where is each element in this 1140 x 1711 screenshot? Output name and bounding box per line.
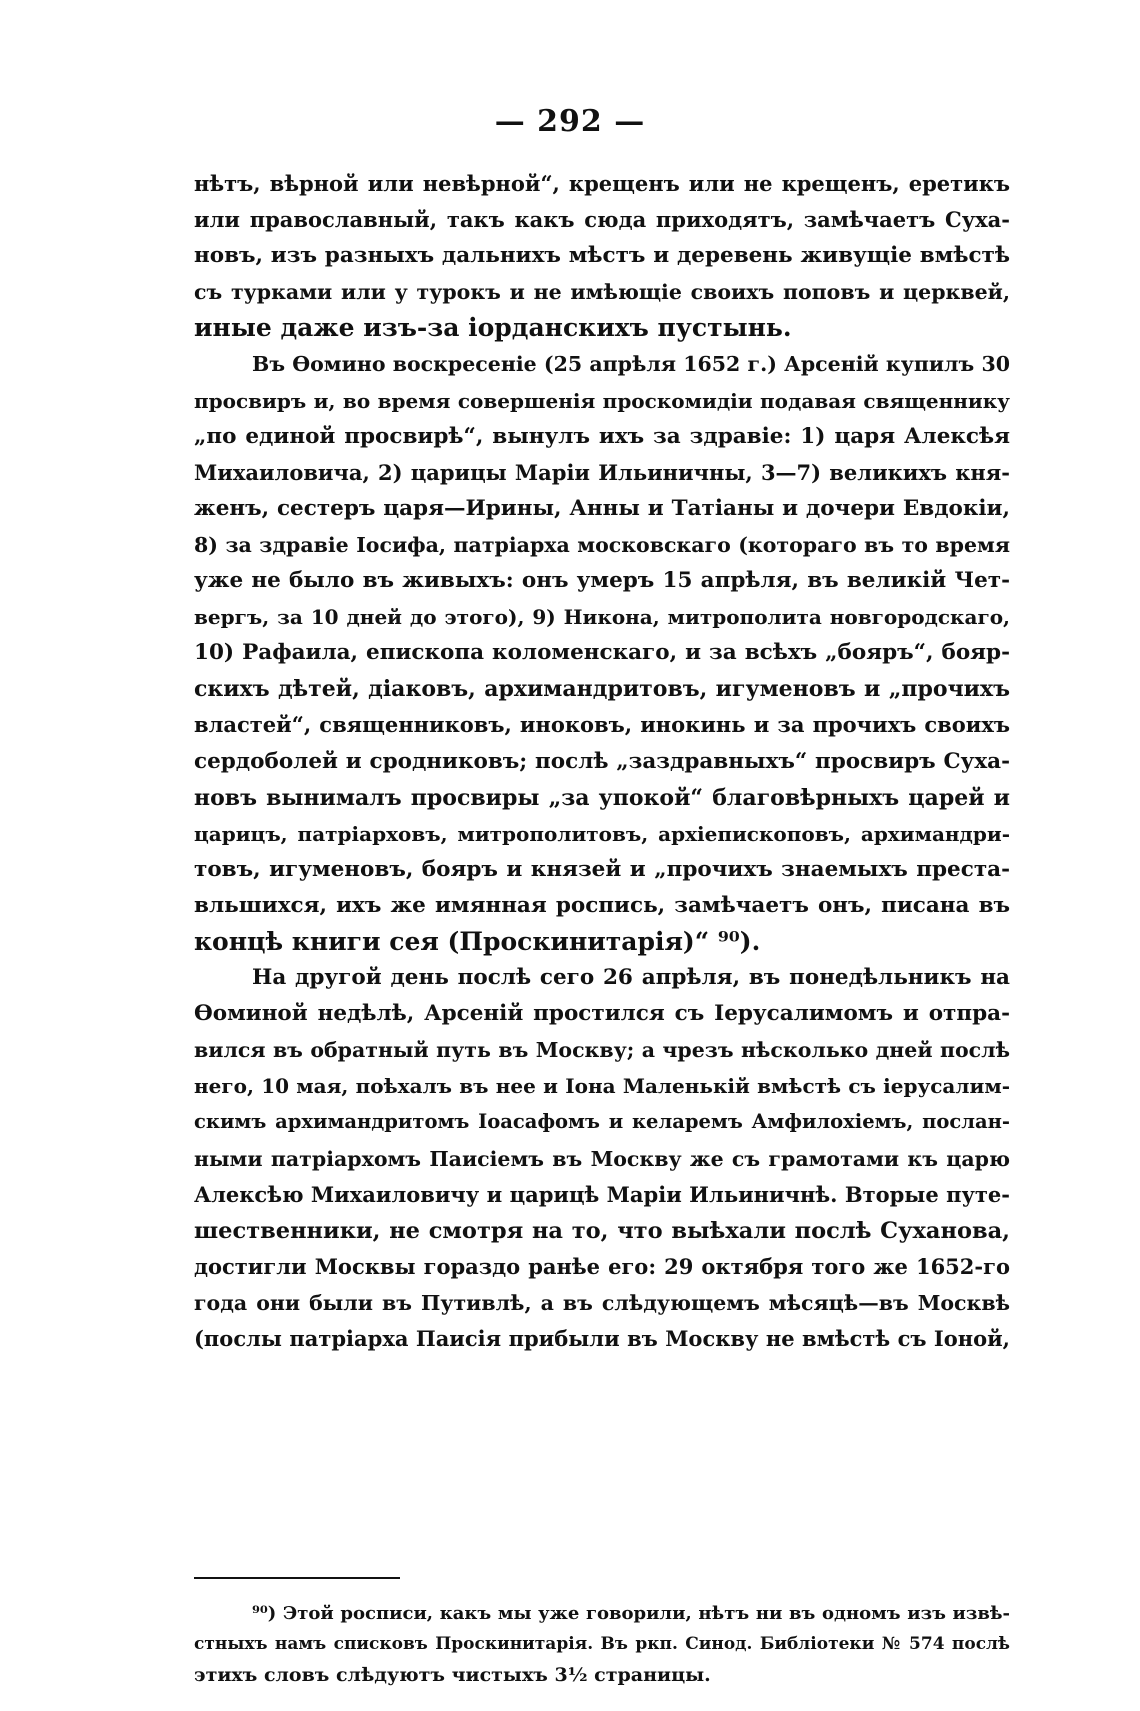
footnote-line: ⁹⁰) Этой росписи, какъ мы уже говорили, нѣтъ ни въ одномъ изъ извѣ- xyxy=(252,1603,1010,1624)
text-line: вился въ обратный путь въ Москву; а чрезъ нѣсколько дней послѣ xyxy=(194,1038,1010,1063)
page-number: — 292 — xyxy=(494,104,646,139)
text-line: уже не было въ живыхъ: онъ умеръ 15 апрѣля, въ великій Чет- xyxy=(194,568,1010,594)
text-line: вергъ, за 10 дней до этого), 9) Никона, митрополита новгородскаго, xyxy=(194,605,1010,630)
text-line: иные даже изъ-за іорданскихъ пустынь. xyxy=(194,313,792,343)
text-line: товъ, игуменовъ, бояръ и князей и „прочихъ знаемыхъ преста- xyxy=(194,856,1010,882)
footnote-line: этихъ словъ слѣдуютъ чистыхъ 3½ страницы. xyxy=(194,1664,711,1686)
text-line: съ турками или у турокъ и не имѣющіе своихъ поповъ и церквей, xyxy=(194,280,1010,305)
text-line: новъ, изъ разныхъ дальнихъ мѣстъ и деревень живущіе вмѣстѣ xyxy=(194,243,1010,269)
body-text xyxy=(194,166,1010,1357)
text-line: Въ Ѳомино воскресеніе (25 апрѣля 1652 г.) Арсеній купилъ 30 xyxy=(252,352,1010,377)
text-line: царицъ, патріарховъ, митрополитовъ, архіепископовъ, архимандри- xyxy=(194,821,1010,846)
text-line: женъ, сестеръ царя—Ирины, Анны и Татіаны и дочери Евдокіи, xyxy=(194,495,1010,521)
text-line: ными патріархомъ Паисіемъ въ Москву же съ грамотами къ царю xyxy=(194,1146,1010,1171)
text-line: Алексѣю Михаиловичу и царицѣ Маріи Ильиничнѣ. Вторые путе- xyxy=(194,1181,1010,1207)
footnote-line: стныхъ намъ списковъ Проскинитарія. Въ ркп. Синод. Библіотеки № 574 послѣ xyxy=(194,1634,1010,1654)
text-line: На другой день послѣ сего 26 апрѣля, въ понедѣльникъ на xyxy=(252,965,1010,991)
text-line: шественники, не смотря на то, что выѣхали послѣ Суханова, xyxy=(194,1217,1010,1244)
text-line: него, 10 мая, поѣхалъ въ нее и Іона Маленькій вмѣстѣ съ іерусалим- xyxy=(194,1074,1010,1099)
text-line: просвиръ и, во время совершенія проскомидіи подавая священнику xyxy=(194,388,1010,413)
text-line: вльшихся, ихъ же имянная роспись, замѣчаетъ онъ, писана въ xyxy=(194,892,1010,918)
text-line: 10) Рафаила, епископа коломенскаго, и за всѣхъ „бояръ“, бояр- xyxy=(194,640,1010,666)
text-line: (послы патріарха Паисія прибыли въ Москву не вмѣстѣ съ Іоной, xyxy=(194,1326,1010,1351)
text-line: скихъ дѣтей, діаковъ, архимандритовъ, игуменовъ и „прочихъ xyxy=(194,676,1010,703)
footnote-block xyxy=(194,1598,1010,1691)
paragraph-1 xyxy=(194,166,1010,346)
text-line: нѣтъ, вѣрной или невѣрной“, крещенъ или не крещенъ, еретикъ xyxy=(194,171,1010,196)
paragraph-2 xyxy=(194,346,1010,960)
footnote-separator xyxy=(194,1577,400,1579)
text-line: года они были въ Путивлѣ, а въ слѣдующемъ мѣсяцѣ—въ Москвѣ xyxy=(194,1290,1010,1315)
text-line: достигли Москвы гораздо ранѣе его: 29 октября того же 1652-го xyxy=(194,1253,1010,1279)
text-line: „по единой просвирѣ“, вынулъ ихъ за здравіе: 1) царя Алексѣя xyxy=(194,423,1010,449)
text-line: 8) за здравіе Іосифа, патріарха московскаго (котораго въ то время xyxy=(194,532,1010,557)
text-line: новъ вынималъ просвиры „за упокой“ благовѣрныхъ царей и xyxy=(194,784,1010,811)
paragraph-3 xyxy=(194,960,1010,1357)
text-line: властей“, священниковъ, иноковъ, инокинь и за прочихъ своихъ xyxy=(194,712,1010,738)
text-line: концѣ книги сея (Проскинитарія)“ ⁹⁰). xyxy=(194,926,761,956)
text-line: сердоболей и сродниковъ; послѣ „заздравныхъ“ просвиръ Суха- xyxy=(194,748,1010,774)
text-line: скимъ архимандритомъ Іоасафомъ и келаремъ Амфилохіемъ, послан- xyxy=(194,1110,1010,1134)
text-line: или православный, такъ какъ сюда приходятъ, замѣчаетъ Суха- xyxy=(194,207,1010,233)
text-line: Ѳоминой недѣлѣ, Арсеній простился съ Іерусалимомъ и отпра- xyxy=(194,1001,1010,1027)
text-line: Михаиловича, 2) царицы Маріи Ильиничны, 3—7) великихъ кня- xyxy=(194,459,1010,485)
